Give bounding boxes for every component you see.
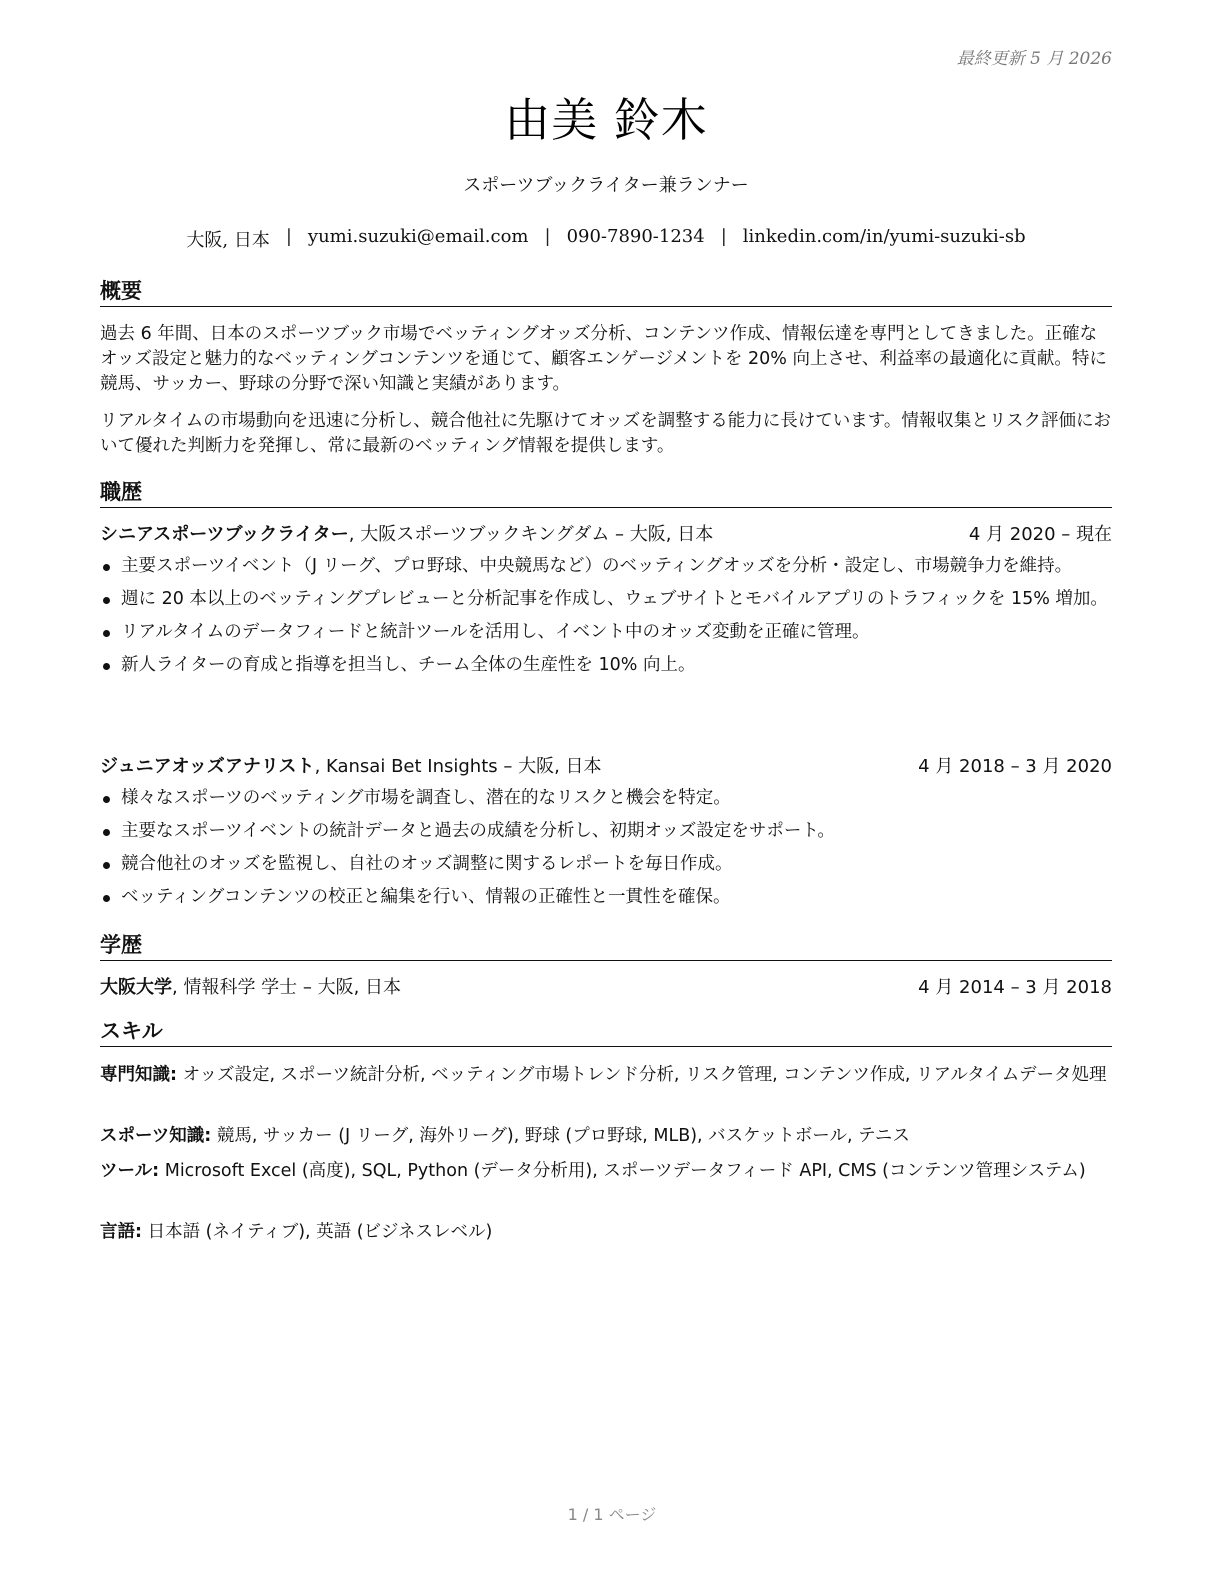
contact-separator: | (544, 226, 551, 247)
job-bullets (100, 554, 1112, 686)
skill-key: 専門知識: (100, 1065, 177, 1085)
list-item: 主要なスポーツイベントの統計データと過去の成績を分析し、初期オッズ設定をサポート。 (100, 819, 1112, 844)
section-title-summary: 概要 (100, 278, 1112, 307)
job-role: シニアスポーツブックライター (100, 524, 349, 545)
job-bullets (100, 786, 1112, 918)
contact-phone[interactable]: 090-7890-1234 (566, 226, 705, 247)
summary-paragraph-2: リアルタイムの市場動向を迅速に分析し、競合他社に先駆けてオッズを調整する能力に長けています。情報収集とリスク評価において優れた判断力を発揮し、常に最新のベッティング情報を提供します。 (100, 411, 1111, 456)
contact-email[interactable]: yumi.suzuki@email.com (307, 226, 529, 247)
education-entry (100, 976, 1112, 1000)
skill-key: スポーツ知識: (100, 1126, 212, 1146)
job-dates: 4 月 2020 – 現在 (968, 524, 1112, 545)
education-detail: , 情報科学 学士 – 大阪, 日本 (172, 977, 402, 998)
skill-value: Microsoft Excel (高度), SQL, Python (データ分析用), スポーツデータフィード API, CMS (コンテンツ管理システム) (159, 1161, 1086, 1181)
list-item: リアルタイムのデータフィードと統計ツールを活用し、イベント中のオッズ変動を正確に管理。 (100, 620, 1112, 645)
list-item: 競合他社のオッズを監視し、自社のオッズ調整に関するレポートを毎日作成。 (100, 852, 1112, 877)
last-updated: 最終更新 5 月 2026 (956, 49, 1112, 69)
skill-value: 日本語 (ネイティブ), 英語 (ビジネスレベル) (142, 1222, 493, 1242)
contact-line (100, 226, 1112, 252)
summary-paragraph-1: 過去 6 年間、日本のスポーツブック市場でベッティングオッズ分析、コンテンツ作成、情報伝達を専門としてきました。正確なオッズ設定と魅力的なベッティングコンテンツを通じて、顧客エンゲージメントを 20% 向上させ、利益率の最適化に貢献。特に競馬、サッカー、野球の分野で深い知識と実績があります。 (100, 324, 1107, 394)
list-item: 主要スポーツイベント（J リーグ、プロ野球、中央競馬など）のベッティングオッズを分析・設定し、市場競争力を維持。 (100, 554, 1112, 579)
list-item: 週に 20 本以上のベッティングプレビューと分析記事を作成し、ウェブサイトとモバイルアプリのトラフィックを 15% 増加。 (100, 587, 1112, 612)
page-number: 1 / 1 ページ (567, 1505, 657, 1524)
section-title-skills: スキル (100, 1018, 1112, 1047)
job-role: ジュニアオッズアナリスト (100, 756, 315, 777)
skill-value: 競馬, サッカー (J リーグ, 海外リーグ), 野球 (プロ野球, MLB), バスケットボール, テニス (211, 1126, 910, 1146)
list-item: 新人ライターの育成と指導を担当し、チーム全体の生産性を 10% 向上。 (100, 653, 1112, 678)
job-org: , 大阪スポーツブックキングダム – 大阪, 日本 (348, 524, 714, 545)
list-item: 様々なスポーツのベッティング市場を調査し、潜在的なリスクと機会を特定。 (100, 786, 1112, 811)
job-org: , Kansai Bet Insights – 大阪, 日本 (314, 756, 602, 777)
skill-line (100, 1220, 1112, 1245)
candidate-name: 由美 鈴木 (504, 93, 708, 147)
section-title-experience: 職歴 (100, 479, 1112, 508)
contact-separator: | (720, 226, 727, 247)
skill-key: 言語: (100, 1222, 142, 1242)
job-dates: 4 月 2018 – 3 月 2020 (918, 756, 1112, 777)
education-school: 大阪大学 (100, 977, 172, 998)
candidate-subtitle: スポーツブックライター兼ランナー (463, 175, 749, 196)
contact-separator: | (285, 226, 292, 247)
contact-linkedin[interactable]: linkedin.com/in/yumi-suzuki-sb (742, 226, 1026, 247)
skill-line (100, 1063, 1112, 1088)
skill-value: オッズ設定, スポーツ統計分析, ベッティング市場トレンド分析, リスク管理, コンテンツ作成, リアルタイムデータ処理 (177, 1065, 1107, 1085)
list-item: ベッティングコンテンツの校正と編集を行い、情報の正確性と一貫性を確保。 (100, 885, 1112, 910)
contact-location: 大阪, 日本 (186, 230, 270, 251)
skill-line (100, 1159, 1112, 1184)
skill-key: ツール: (100, 1161, 160, 1181)
education-dates: 4 月 2014 – 3 月 2018 (918, 977, 1112, 998)
job-header (100, 523, 1112, 547)
section-title-education: 学歴 (100, 932, 1112, 961)
job-header (100, 755, 1112, 779)
skill-line (100, 1124, 1112, 1149)
